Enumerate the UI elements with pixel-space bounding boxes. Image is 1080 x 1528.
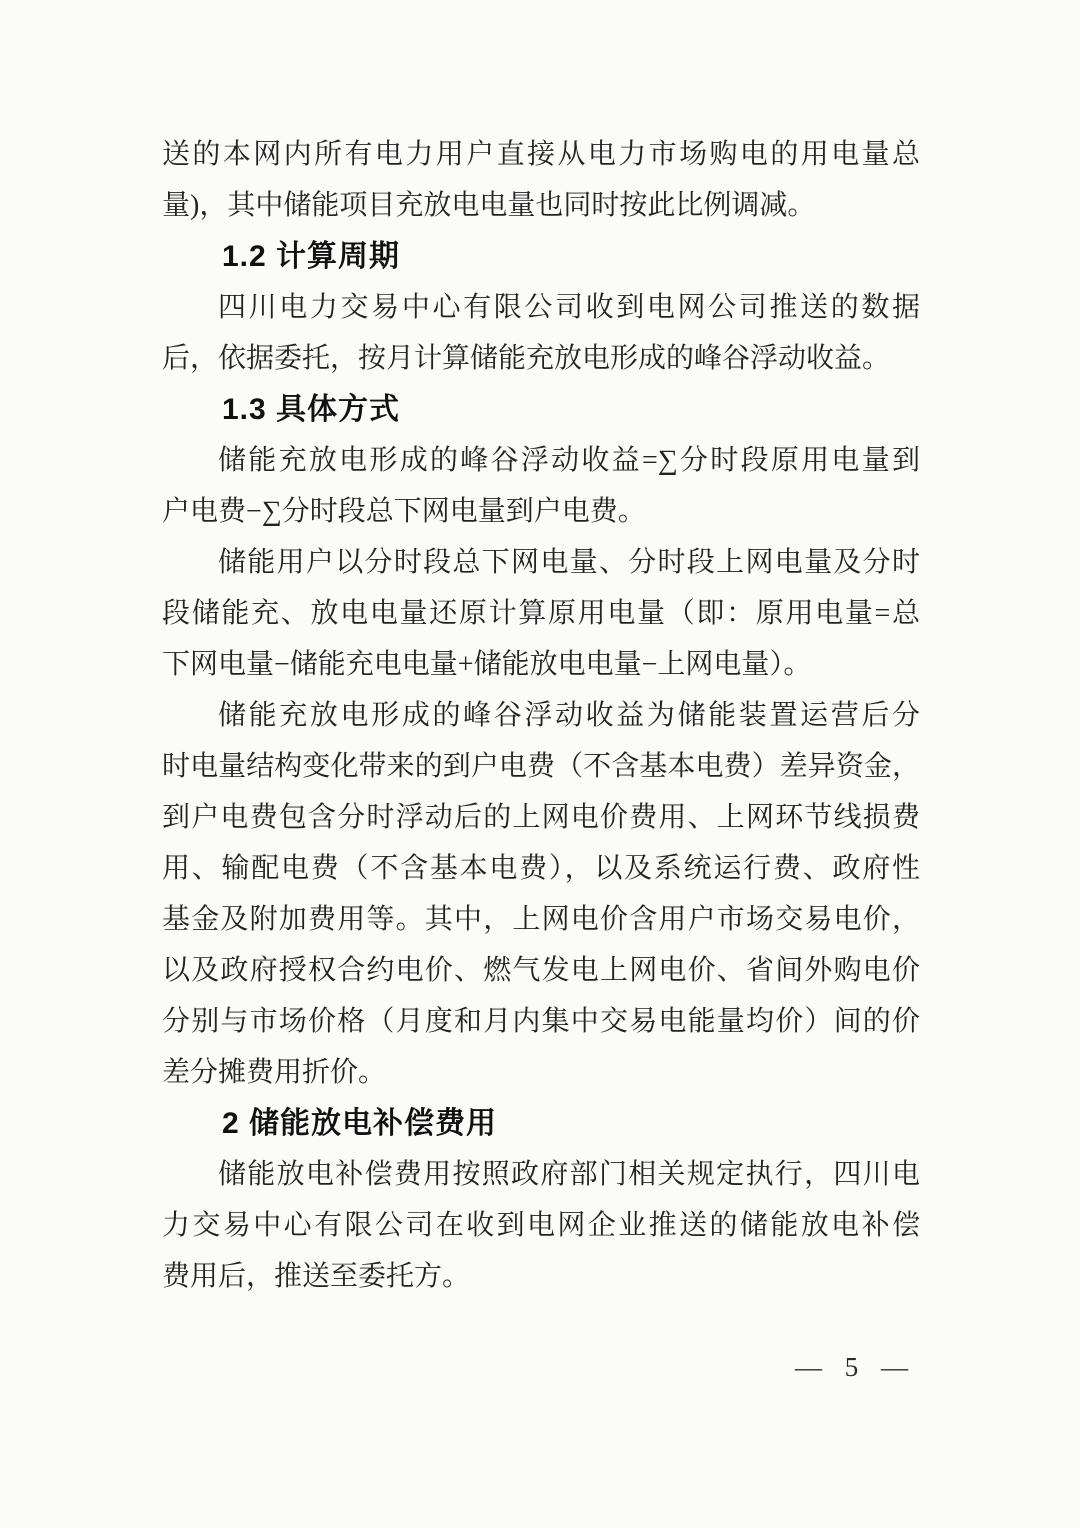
text-line: 费用后，推送至委托方。: [162, 1261, 471, 1292]
text-line: 到户电费包含分时浮动后的上网电价费用、上网环节线损费: [162, 802, 920, 833]
paragraph: [162, 129, 920, 231]
section-heading: [162, 1098, 920, 1149]
text-line: 户电费−∑分时段总下网电量到户电费。: [162, 496, 646, 527]
text-line: 送的本网内所有电力用户直接从电力市场购电的用电量总: [162, 139, 920, 170]
text-line: 时电量结构变化带来的到户电费（不含基本电费）差异资金，: [162, 751, 920, 782]
paragraph: [162, 435, 920, 537]
text-line: 差分摊费用折价。: [162, 1057, 387, 1088]
heading-line: 1.2 计算周期: [222, 240, 401, 273]
page-number: — 5 —: [795, 1352, 916, 1382]
text-line: 下网电量−储能充电电量+储能放电电量−上网电量）。: [162, 649, 812, 680]
text-line: 段储能充、放电电量还原计算原用电量（即：原用电量=总: [162, 598, 920, 629]
text-line: 以及政府授权合约电价、燃气发电上网电价、省间外购电价: [162, 955, 920, 986]
heading-line: 1.3 具体方式: [222, 393, 401, 426]
paragraph: [162, 282, 920, 384]
text-line: 基金及附加费用等。其中，上网电价含用户市场交易电价，: [162, 904, 920, 935]
text-line: 量)，其中储能项目充放电电量也同时按此比例调减。: [162, 190, 816, 221]
text-line: 储能充放电形成的峰谷浮动收益为储能装置运营后分: [218, 700, 920, 731]
section-heading: [162, 384, 920, 435]
heading-line: 2 储能放电补偿费用: [222, 1107, 498, 1140]
section-heading: [162, 231, 920, 282]
text-line: 分别与市场价格（月度和月内集中交易电能量均价）间的价: [162, 1006, 920, 1037]
text-line: 储能放电补偿费用按照政府部门相关规定执行，四川电: [218, 1159, 920, 1190]
paragraph: [162, 1149, 920, 1302]
text-line: 储能充放电形成的峰谷浮动收益=∑分时段原用电量到: [218, 445, 920, 476]
text-line: 储能用户以分时段总下网电量、分时段上网电量及分时: [218, 547, 920, 578]
paragraph: [162, 537, 920, 690]
text-line: 用、输配电费（不含基本电费），以及系统运行费、政府性: [162, 853, 920, 884]
paragraph: [162, 690, 920, 1098]
text-line: 四川电力交易中心有限公司收到电网公司推送的数据: [218, 292, 920, 323]
text-line: 后，依据委托，按月计算储能充放电形成的峰谷浮动收益。: [162, 343, 891, 374]
text-line: 力交易中心有限公司在收到电网企业推送的储能放电补偿: [162, 1210, 920, 1241]
text-column: [162, 129, 920, 1302]
